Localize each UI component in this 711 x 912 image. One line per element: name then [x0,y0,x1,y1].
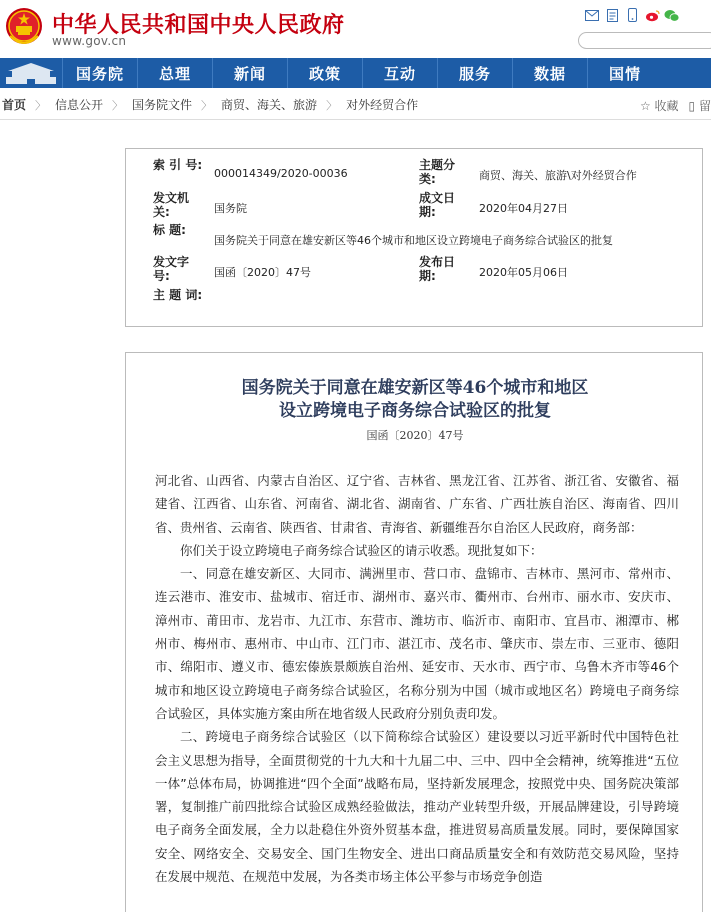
publish-date-label: 发布日 期: [419,255,456,283]
nav-item-policy[interactable]: 政策 [287,58,362,88]
nav-item-data[interactable]: 数据 [512,58,587,88]
index-label: 索 引 号: [153,158,203,172]
subject-label: 主 题 词: [153,288,203,302]
breadcrumb [0,90,711,120]
addressees: 河北省、山西省、内蒙古自治区、辽宁省、吉林省、黑龙江省、江苏省、浙江省、安徽省、福建省、江西省、山东省、河南省、湖北省、湖南省、广东省、广西壮族自治区、海南省、四川省、贵州省、云南省、陕西省、甘肃省、青海省、新疆维吾尔自治区人民政府，商务部： [155,473,679,535]
written-date-value: 2020年04月27日 [479,202,568,215]
document-title [126,377,704,423]
issuer-value: 国务院 [214,202,247,215]
paragraph-1: 一、同意在雄安新区、大同市、满洲里市、营口市、盘锦市、吉林市、黑河市、常州市、连云港市、淮安市、盐城市、宿迁市、湖州市、嘉兴市、衢州市、台州市、丽水市、安庆市、漳州市、莆田市、龙岩市、九江市、东营市、潍坊市、临沂市、南阳市、宜昌市、湘潭市、郴州市、梅州市、惠州市、中山市、江门市、湛江市、茂名市、肇庆市、崇左市、三亚市、德阳市、绵阳市、遵义市、德宏傣族景颇族自治州、延安市、天水市、西宁市、乌鲁木齐市等46个城市和地区设立跨境电子商务综合试验区，名称分别为中国（城市或地区名）跨境电子商务综合试验区，具体实施方案由所在地省级人民政府分别负责印发。 [155,566,679,721]
mobile-icon[interactable] [624,8,640,22]
chevron-right-icon: 〉 [112,98,124,112]
chevron-right-icon: 〉 [35,98,47,112]
site-header [0,0,711,58]
site-name[interactable]: 中华人民共和国中央人民政府 [52,13,345,38]
national-emblem-icon[interactable] [4,6,44,48]
main-nav [0,58,711,88]
document-title-line-2: 设立跨境电子商务综合试验区的批复 [279,401,551,421]
print-button[interactable] [689,97,711,114]
document-number: 国函〔2020〕47号 [366,429,464,442]
doc-number-value: 国函〔2020〕47号 [214,266,311,279]
issuer-label: 发文机 关: [153,191,190,219]
mail-icon[interactable] [584,8,600,22]
index-value: 000014349/2020-00036 [214,167,348,180]
document-info-table [125,148,703,327]
breadcrumb-info-disclosure[interactable]: 信息公开 [55,98,104,112]
paragraph-2: 二、跨境电子商务综合试验区（以下简称综合试验区）建设要以习近平新时代中国特色社会主义思想为指导，全面贯彻党的十九大和十九届二中、三中、四中全会精神，统筹推进“五位一体”总体布局，协调推进“四个全面”战略布局，坚持新发展理念，按照党中央、国务院决策部署，复制推广前四批综合试验区成熟经验做法，推动产业转型升级，开展品牌建设，引导跨境电子商务全面发展，全力以赴稳住外资外贸基本盘，推进贸易高质量发展。同时，要保障国家安全、网络安全、交易安全、国门生物安全、进出口商品质量安全和有效防范交易风险，坚持在发展中规范、在规范中发展，为各类市场主体公平参与市场竞争创造 [155,729,679,885]
nav-item-news[interactable]: 新闻 [212,58,287,88]
tool-icons [584,8,680,22]
favorite-label: 收藏 [654,99,679,113]
weibo-icon[interactable] [644,8,660,22]
star-icon: ☆ [639,99,651,113]
document-title-line-1: 国务院关于同意在雄安新区等46个城市和地区 [241,378,589,398]
document-icon[interactable] [604,8,620,22]
written-date-label: 成文日 期: [419,191,456,219]
chevron-right-icon: 〉 [326,98,338,112]
chevron-right-icon: 〉 [201,98,213,112]
category-label: 主题分 类: [419,158,456,186]
breadcrumb-state-council-docs[interactable]: 国务院文件 [132,98,193,112]
doc-number-label: 发文字 号: [153,255,190,283]
nav-item-national-info[interactable]: 国情 [587,58,662,88]
print-label: 留 [698,99,711,113]
site-url[interactable]: www.gov.cn [52,34,127,48]
breadcrumb-home[interactable]: 首页 [2,98,27,112]
search-input[interactable] [578,32,711,49]
title-label: 标 题: [153,223,186,237]
favorite-button[interactable] [640,97,679,114]
wechat-icon[interactable] [664,8,680,22]
nav-logo[interactable] [0,58,62,88]
document-text [155,469,679,888]
paragraph-intro: 你们关于设立跨境电子商务综合试验区的请示收悉。现批复如下： [180,542,543,558]
print-icon: ▯ [688,99,696,113]
document-body [125,352,703,912]
nav-item-interaction[interactable]: 互动 [362,58,437,88]
breadcrumb-trade-customs-tourism[interactable]: 商贸、海关、旅游 [221,98,318,112]
tiananmen-icon [0,58,62,88]
nav-item-services[interactable]: 服务 [437,58,512,88]
breadcrumb-foreign-trade[interactable]: 对外经贸合作 [346,98,419,112]
breadcrumb-actions [640,97,711,114]
publish-date-value: 2020年05月06日 [479,266,568,279]
nav-item-state-council[interactable]: 国务院 [62,58,137,88]
category-value: 商贸、海关、旅游\对外经贸合作 [479,169,637,182]
nav-item-premier[interactable]: 总理 [137,58,212,88]
title-value: 国务院关于同意在雄安新区等46个城市和地区设立跨境电子商务综合试验区的批复 [214,234,613,247]
